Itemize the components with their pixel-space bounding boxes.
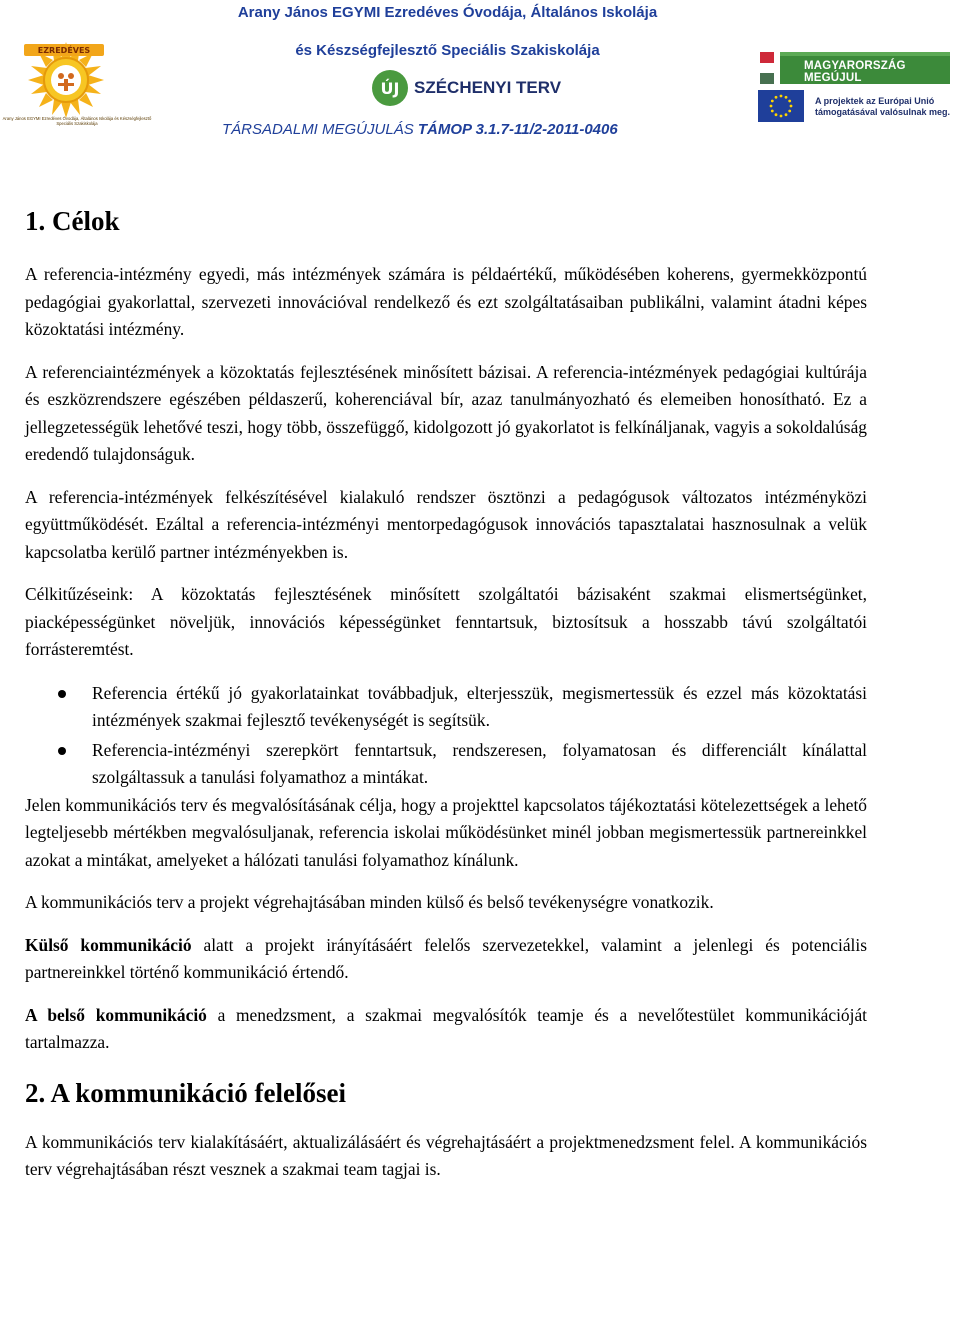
document-body: [25, 205, 867, 1184]
svg-text:EZREDÉVES: EZREDÉVES: [37, 46, 91, 55]
paragraph-7-rest: alatt a projekt irányításáért felelős szervezetekkel, valamint a jelenlegi és potenciális partnereinkkel történő kommunikáció értendő.: [25, 934, 867, 982]
section-2-title: 2. A kommunikáció felelősei: [25, 1077, 347, 1108]
section-1-title: 1. Célok: [25, 206, 120, 236]
section-1-paragraph-1: A referencia-intézmény egyedi, más intézmények számára is példaértékű, működésében koherens, gyermekközpontú pedagógiai gyakorlattal, szervezeti innovációval rendelkező és ezt szolgáltatásaiban publikálni, valamint átadni képes közoktatási intézmény.: [25, 264, 867, 339]
tamop-line: [222, 121, 618, 138]
school-logo-caption: Arany János EGYMI Ezredéves Óvodája, Általános Iskolája és Készségfejlesztő Speciális Szakiskolája: [2, 116, 152, 126]
goals-list: [25, 680, 867, 792]
tamop-code: TÁMOP 3.1.7-11/2-2011-0406: [417, 121, 618, 138]
external-communication-term: Külső kommunikáció: [25, 934, 192, 955]
section-2-paragraph-1: A kommunikációs terv kialakításáért, aktualizálásáért és végrehajtásáért a projektmenedzsment felel. A kommunikációs terv végrehajtásában részt vesznek a szakmai team tagjai is.: [25, 1131, 867, 1179]
internal-communication-term: A belső kommunikáció: [25, 1004, 207, 1025]
section-1-paragraph-2: A referenciaintézmények a közoktatás fejlesztésének minősített bázisai. A referencia-intézmények pedagógiai kultúrája és eszközrendszere egészében példaszerű, koherenciával bír, azaz tanulmányozható és elemeiben honosítható. Ez a jellegzetességük lehetővé teszi, hogy több, összefüggő, kidolgozott jó gyakorlatot is felkínáljanak, vagyis a sokoldalúság eredendő tulajdonságuk.: [25, 361, 867, 464]
section-1-paragraph-6: A kommunikációs terv a projekt végrehajtásában minden külső és belső tevékenységre vonatkozik.: [25, 892, 714, 912]
bullet-icon: [58, 747, 66, 755]
paragraph-8-rest: a menedzsment, a szakmai megvalósítók teamje és a nevelőtestület kommunikációját tartalmazza.: [25, 1004, 867, 1052]
section-1-paragraph-4: Célkitűzéseink: A közoktatás fejlesztésének minősített szolgáltatói bázisaként szakmai elismertségünket, piacképességünket növeljük, innovációs képességünket fenntartsuk, biztosítsuk a hosszabb távú szolgáltatói forrásteremtést.: [25, 584, 867, 659]
magyarorszag-megujul-text: MAGYARORSZÁG MEGÚJUL: [804, 60, 906, 84]
section-1-paragraph-7: [25, 932, 867, 987]
section-1-paragraph-3: A referencia-intézmények felkészítésével kialakuló rendszer ösztönzi a pedagógusok változatos intézményközi együttműködését. Ezáltal a referencia-intézményi mentorpedagógusok innovációs tapasztalatai hasznosulnak a velük kapcsolatba kerülő partner intézményekben is.: [25, 486, 867, 562]
school-sun-logo: [4, 40, 154, 142]
list-item-text: Referencia értékű jó gyakorlatainkat továbbadjuk, elterjesszük, megismertessük és ezzel más közoktatási intézmények szakmai fejlesztő tevékenységét is segítsük.: [92, 682, 867, 730]
section-1-paragraph-5: Jelen kommunikációs terv és megvalósításának célja, hogy a projekttel kapcsolatos tájékoztatási kötelezettségek a lehető legteljesebb mértékben megvalósuljanak, referencia iskolai működésünket minél jobban megismertessük partnereinkkel azokat a mintákat, amelyeket a hálózati tanulási folyamathoz kínálunk.: [25, 794, 867, 870]
eu-support-text: A projektek az Európai Unió támogatásával valósulnak meg.: [815, 96, 951, 117]
list-item-text: Referencia-intézményi szerepkört fenntartsuk, rendszeresen, folyamatosan és differenciált kínálattal szolgáltassuk a tanulási folyamathoz a mintákat.: [92, 739, 867, 787]
list-item: [25, 680, 867, 735]
szechenyi-terv-text: SZÉCHENYI TERV: [414, 78, 562, 97]
list-item: [25, 737, 867, 792]
tamop-prefix: TÁRSADALMI MEGÚJULÁS: [222, 121, 418, 138]
bullet-icon: [58, 690, 66, 698]
section-1-paragraph-8: [25, 1002, 867, 1057]
svg-text:ÚJ: ÚJ: [380, 79, 400, 98]
eu-flag-icon: [758, 90, 804, 122]
institution-name-line1: Arany János EGYMI Ezredéves Óvodája, Általános Iskolája: [237, 4, 658, 21]
institution-name-line2: és Készségfejlesztő Speciális Szakiskolája: [295, 42, 600, 59]
document-header: [0, 0, 960, 150]
